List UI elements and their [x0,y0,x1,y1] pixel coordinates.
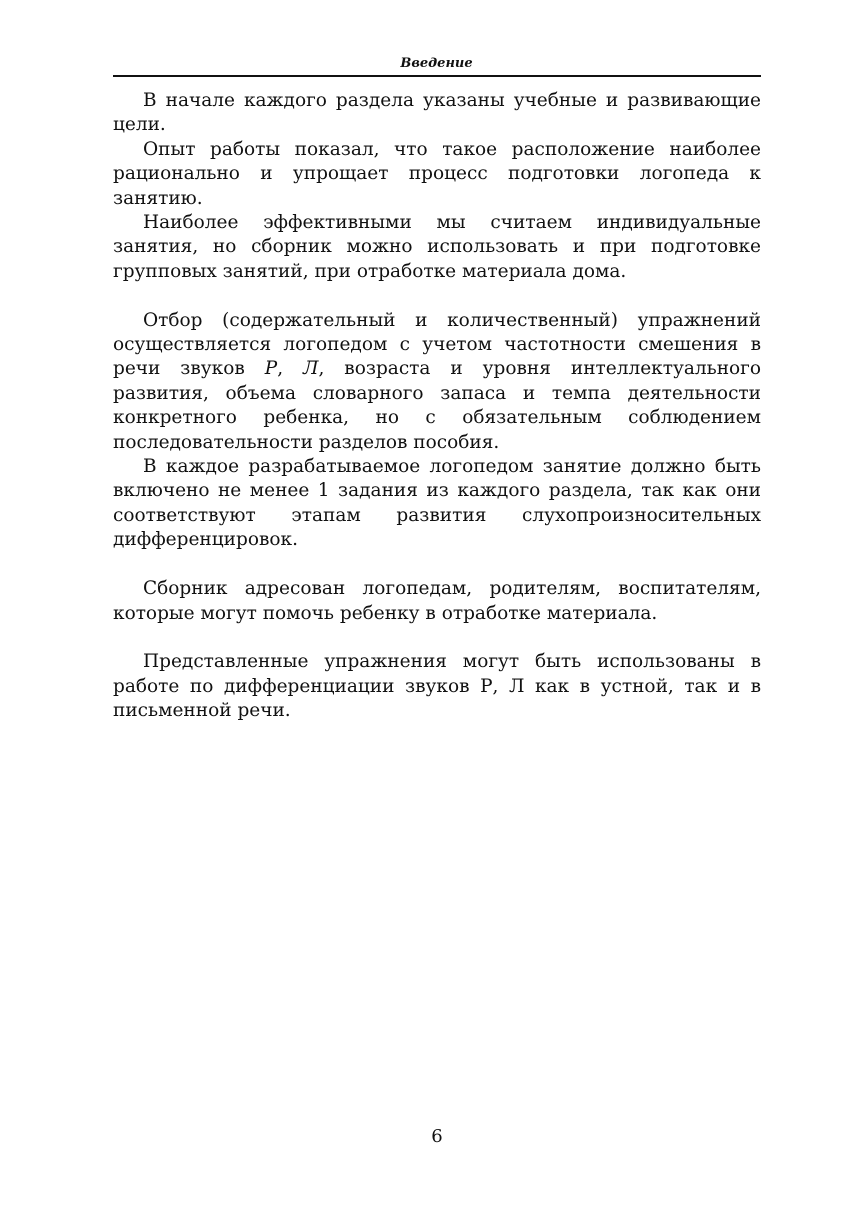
running-head-title: Введение [400,56,473,71]
sound-separator: , [277,358,304,380]
body-text [113,89,761,724]
paragraph-each-lesson: В каждое разрабатываемое логопедом занятие должно быть включено не менее 1 задания из каждого раздела, так как они соответствуют этапам развития слухопроизносительных дифференцировок. [113,456,761,551]
paragraph-goals: В начале каждого раздела указаны учебные и развивающие цели. [113,90,761,136]
sound-r-italic: Р [264,358,278,380]
paragraph-individual-lessons: Наиболее эффективными мы считаем индивидуальные занятия, но сборник можно использовать и при подготовке групповых занятий, при отработке материала дома. [113,212,761,282]
selection-text-start: Отбор (содержательный и количественный) упражнений осуществляется логопедом с учетом частотности смешения в речи звуков [113,309,761,380]
paragraph-experience: Опыт работы показал, что такое расположение наиболее рационально и упрощает процесс подготовки логопеда к занятию. [113,138,761,209]
paragraph-exercise-selection [113,309,761,455]
selection-text-end: , возраста и уровня интеллектуального развития, объема словарного запаса и темпа деятельности конкретного ребенка, но с обязательным соблюдением последовательности разделов пособия. [113,358,762,453]
paragraph-usage: Представленные упражнения могут быть использованы в работе по дифференциации звуков Р, Л как в устной, так и в письменной речи. [113,651,761,722]
page-number: 6 [431,1126,443,1147]
header-rule [113,75,761,77]
paragraph-audience: Сборник адресован логопедам, родителям, воспитателям, которые могут помочь ребенку в отработке материала. [113,578,761,624]
sound-l-italic: Л [303,358,319,380]
